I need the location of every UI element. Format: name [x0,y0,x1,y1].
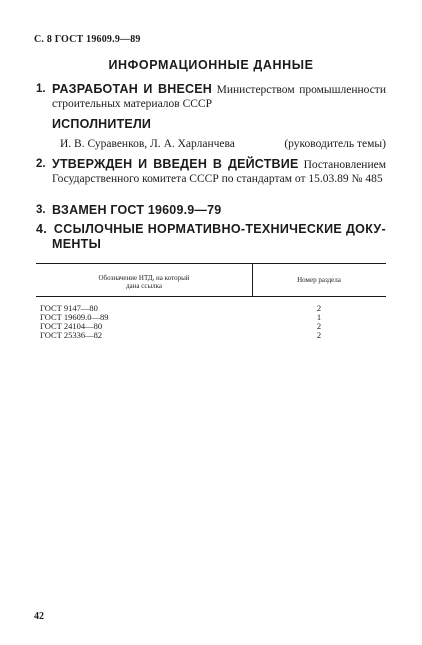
item-text: Постановлением Государственного комитета СССР по стандартам от 15.03.89 № 485 [52,159,386,185]
item-caps: УТВЕРЖДЕН И ВВЕДЕН В ДЕЙСТВИЕ [52,157,299,171]
table-body [36,297,386,340]
page-number: 42 [34,611,44,622]
executors-line [60,138,386,150]
item-caps: ВЗАМЕН ГОСТ 19609.9—79 [52,203,222,217]
cell-document: ГОСТ 24104—80 [40,321,103,331]
item-approved [36,157,386,186]
header-text: Обозначение НТД, на который [98,274,190,282]
section-title: ИНФОРМАЦИОННЫЕ ДАННЫЕ [108,58,314,72]
cell-section: 2 [316,321,322,331]
references-heading [36,222,386,252]
table-row [36,331,386,340]
item-number: 2. [36,158,46,170]
column-header-document [36,274,252,290]
item-replaces [36,203,386,218]
item-number: 3. [36,204,46,216]
references-table [36,263,386,340]
cell-section: 2 [316,303,322,313]
cell-document: ГОСТ 25336—82 [40,330,103,340]
cell-section: 1 [316,312,322,322]
cell-document: ГОСТ 9147—80 [40,303,98,313]
references-heading-line2: МЕНТЫ [52,237,102,251]
table-header [36,264,386,297]
page-header: С. 8 ГОСТ 19609.9—89 [34,34,141,45]
heading-word: ССЫЛОЧНЫЕ [53,222,144,236]
executor-role: (руководитель темы) [284,138,386,150]
column-header-section: Номер раздела [297,276,341,284]
item-developed [36,82,386,111]
item-body [52,157,386,186]
cell-section: 2 [316,330,322,340]
item-caps: РАЗРАБОТАН И ВНЕСЕН [52,82,212,96]
item-text: Министерством промышленности строительных материалов СССР [52,84,386,110]
item-body [52,203,386,218]
cell-document: ГОСТ 19609.0—89 [40,312,109,322]
executors-label: ИСПОЛНИТЕЛИ [52,117,152,131]
references-heading-line1 [36,222,386,237]
heading-word: ДОКУ- [345,222,386,236]
header-text: дана ссылка [125,282,163,290]
item-number: 4. [36,222,48,236]
heading-word: НОРМАТИВНО-ТЕХНИЧЕСКИЕ [147,222,343,236]
item-body [52,82,386,111]
executor-names: И. В. Суравенков, Л. А. Харланчева [60,138,235,150]
item-number: 1. [36,83,46,95]
